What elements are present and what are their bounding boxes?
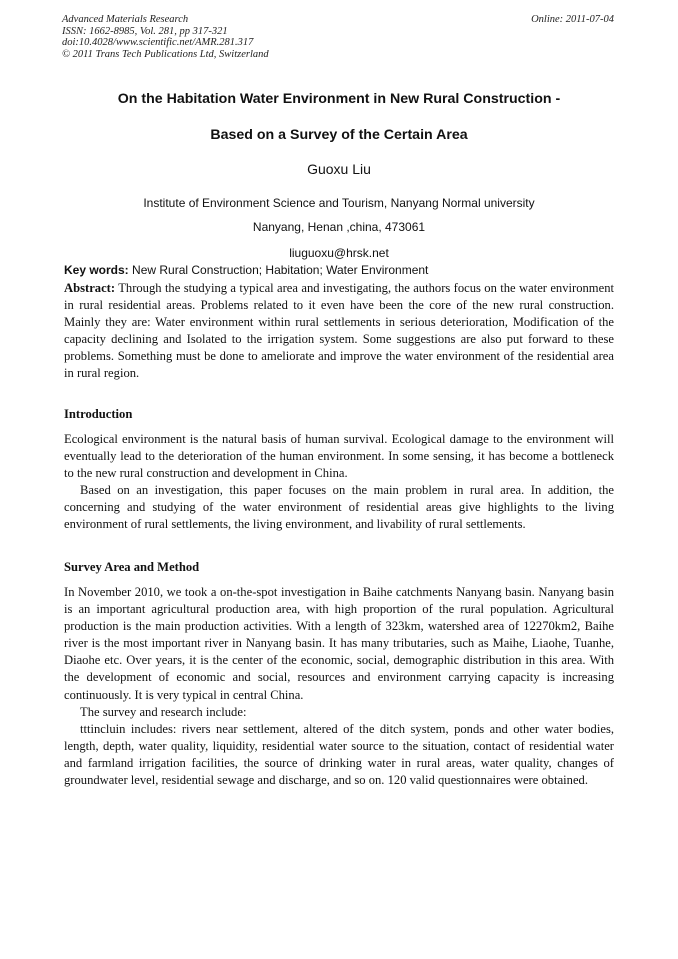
author-name: Guoxu Liu — [307, 161, 371, 177]
survey-paragraph-3: tttincluin includes: rivers near settlement, altered of the ditch system, ponds and other water bodies, length, depth, water quality, liquidity, residential water source to the situation, contact of residential water and farmland irrigation facilities, the source of drinking water in rural areas, water quality, changes of groundwater level, residential sewage and discharge, and so on. 120 valid questionnaires were obtained. — [64, 721, 614, 788]
doi-line: doi:10.4028/www.scientific.net/AMR.281.317 — [62, 37, 254, 48]
paper-title-line-2: Based on a Survey of the Certain Area — [210, 127, 468, 143]
address: Nanyang, Henan ,china, 473061 — [252, 220, 426, 234]
survey-paragraph-2: The survey and research include: — [80, 704, 247, 719]
survey-paragraph-1: In November 2010, we took a on-the-spot investigation in Baihe catchments Nanyang basin. Nanyang basin is an important agricultural production area, with high proportion of the rural population. Agricultural production is the main production activities. With a length of 323km, watershed area of 12270km2, Baihe river is the most important river in Nanyang basin. It has many tributaries, such as Maihe, Liaohe, Tuanhe, Diaohe etc. Over years, it is the center of the economic, social, demographic distribution in this area. With the development of economic and social, resources and environment carrying capacity is increasing continuously. It is very typical in central China. — [64, 585, 614, 702]
survey-heading: Survey Area and Method — [64, 560, 200, 574]
keywords-label: Key words: — [64, 263, 129, 277]
keywords — [64, 263, 428, 277]
journal-header — [62, 14, 269, 60]
introduction-heading: Introduction — [64, 407, 133, 421]
abstract — [64, 280, 614, 383]
abstract-text: Through the studying a typical area and investigating, the authors focus on the water environment in rural residential areas. Problems related to it even have been the core of the new rural construction. Mainly they are: Water environment within rural settlements in serious deterioration, Modification of the capacity declining and Isolated to the irrigation system. Some suggestions are also put forward to these problems. Something must be done to ameliorate and improve the water environment of the residential area in rural region. — [64, 281, 614, 381]
journal-name: Advanced Materials Research — [62, 14, 189, 25]
survey-body — [64, 584, 614, 789]
keywords-text: New Rural Construction; Habitation; Water Environment — [132, 263, 429, 277]
issn-line: ISSN: 1662-8985, Vol. 281, pp 317-321 — [62, 25, 228, 37]
affiliation: Institute of Environment Science and Tourism, Nanyang Normal university — [143, 196, 535, 210]
online-date: Online: 2011-07-04 — [531, 14, 614, 25]
introduction-body — [64, 431, 614, 534]
introduction-paragraph-2: Based on an investigation, this paper focuses on the main problem in rural area. In addition, the concerning and studying of the water environment of residential areas give highlights to the living environment of rural settlements, the living environment, and livability of rural settlements. — [64, 483, 614, 532]
abstract-label: Abstract: — [64, 281, 116, 295]
paper-title-line-1: On the Habitation Water Environment in New Rural Construction - — [117, 91, 561, 107]
copyright-line: © 2011 Trans Tech Publications Ltd, Switzerland — [62, 48, 269, 60]
introduction-paragraph-1: Ecological environment is the natural basis of human survival. Ecological damage to the environment will eventually lead to the deterioration of the human environment. In some sensing, it has become a bottleneck to the new rural construction and development in China. — [64, 432, 614, 481]
author-email: liuguoxu@hrsk.net — [289, 246, 389, 260]
